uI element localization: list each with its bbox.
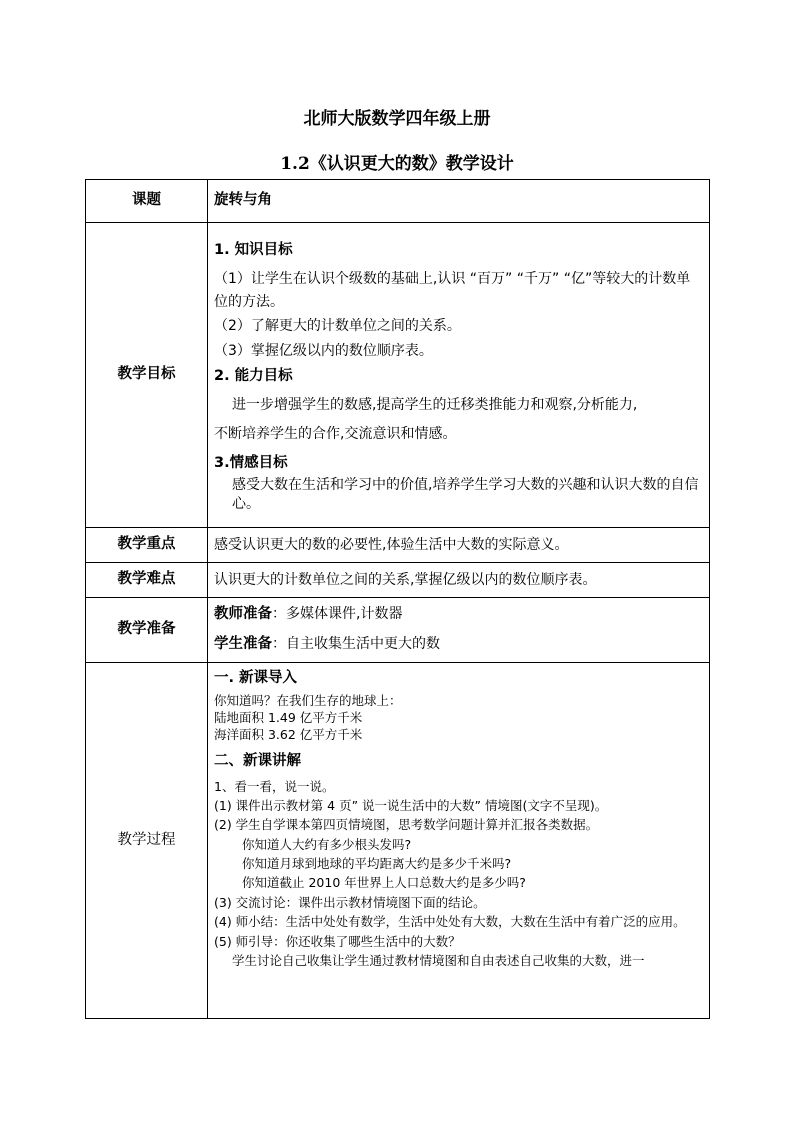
teacher-prep-label: 教师准备 bbox=[214, 606, 272, 623]
ability-heading: 2. 能力目标 bbox=[214, 367, 293, 384]
lecture-line-1: 1、看一看，说一说。 bbox=[214, 778, 335, 794]
topic-label: 课题 bbox=[86, 180, 208, 223]
goals-content bbox=[208, 223, 710, 528]
lecture-line-5: (4) 师小结：生活中处处有数学，生活中处处有大数，大数在生活中有着广泛的应用。 bbox=[214, 914, 686, 930]
goals-label: 教学目标 bbox=[86, 223, 208, 528]
key-row bbox=[86, 528, 710, 563]
difficulty-row bbox=[86, 563, 710, 598]
intro-line-1: 你知道吗？在我们生存的地球上： bbox=[214, 693, 402, 709]
intro-heading: 一. 新课导入 bbox=[214, 670, 298, 686]
lecture-line-3: (2) 学生自学课本第四页情境图，思考数学问题计算并汇报各类数据。 bbox=[214, 817, 599, 833]
difficulty-value: 认识更大的计数单位之间的关系,掌握亿级以内的数位顺序表。 bbox=[208, 563, 710, 598]
lecture-line-7: 学生讨论自己收集让学生通过教材情境图和自由表述自己收集的大数，进一 bbox=[232, 952, 645, 968]
lesson-plan-table bbox=[85, 179, 710, 1019]
knowledge-item-1: （1）让学生在认识个级数的基础上,认识 “百万” “千万” “亿”等较大的计数单位的方法。 bbox=[214, 271, 691, 310]
lecture-line-4: (3) 交流讨论：课件出示教材情境图下面的结论。 bbox=[214, 894, 486, 910]
teacher-prep-value: ：多媒体课件,计数器 bbox=[272, 606, 403, 623]
process-content bbox=[208, 663, 710, 1019]
key-label: 教学重点 bbox=[86, 528, 208, 563]
prep-row bbox=[86, 598, 710, 663]
process-row bbox=[86, 663, 710, 1019]
intro-line-3: 海洋面积 3.62 亿平方千米 bbox=[214, 727, 363, 743]
key-value: 感受认识更大的数的必要性,体验生活中大数的实际意义。 bbox=[208, 528, 710, 563]
prep-label: 教学准备 bbox=[86, 598, 208, 663]
lecture-line-6: (5) 师引导：你还收集了哪些生活中的大数？ bbox=[214, 933, 461, 949]
topic-row bbox=[86, 180, 710, 223]
question-1: 你知道人大约有多少根头发吗? bbox=[242, 836, 412, 852]
emotion-heading: 3.情感目标 bbox=[214, 455, 288, 472]
lecture-line-2: (1) 课件出示教材第 4 页” 说一说生活中的大数” 情境图(文字不呈现)。 bbox=[214, 797, 608, 813]
lesson-title: 1.2《认识更大的数》教学设计 bbox=[280, 154, 514, 174]
ability-item-2: 不断培养学生的合作,交流意识和情感。 bbox=[214, 426, 457, 443]
question-3: 你知道截止 2010 年世界上人口总数大约是多少吗? bbox=[242, 875, 526, 891]
difficulty-label: 教学难点 bbox=[86, 563, 208, 598]
student-prep-value: ：自主收集生活中更大的数 bbox=[272, 636, 440, 652]
knowledge-item-3: （3）掌握亿级以内的数位顺序表。 bbox=[214, 342, 433, 359]
lecture-heading: 二、新课讲解 bbox=[214, 753, 301, 770]
intro-line-2: 陆地面积 1.49 亿平方千米 bbox=[214, 710, 363, 726]
knowledge-heading: 1. 知识目标 bbox=[214, 241, 293, 258]
process-label: 教学过程 bbox=[86, 663, 208, 1019]
document-title: 北师大版数学四年级上册 bbox=[303, 109, 491, 129]
prep-content bbox=[208, 598, 710, 663]
student-prep-label: 学生准备 bbox=[214, 636, 272, 652]
emotion-item-1: 感受大数在生活和学习中的价值,培养学生学习大数的兴趣和认识大数的自信心。 bbox=[232, 476, 699, 512]
knowledge-item-2: （2）了解更大的计数单位之间的关系。 bbox=[214, 317, 461, 334]
ability-item-1: 进一步增强学生的数感,提高学生的迁移类推能力和观察,分析能力, bbox=[232, 397, 638, 414]
topic-value: 旋转与角 bbox=[208, 180, 710, 223]
goals-row bbox=[86, 223, 710, 528]
question-2: 你知道月球到地球的平均距离大约是多少千米吗? bbox=[242, 856, 512, 872]
